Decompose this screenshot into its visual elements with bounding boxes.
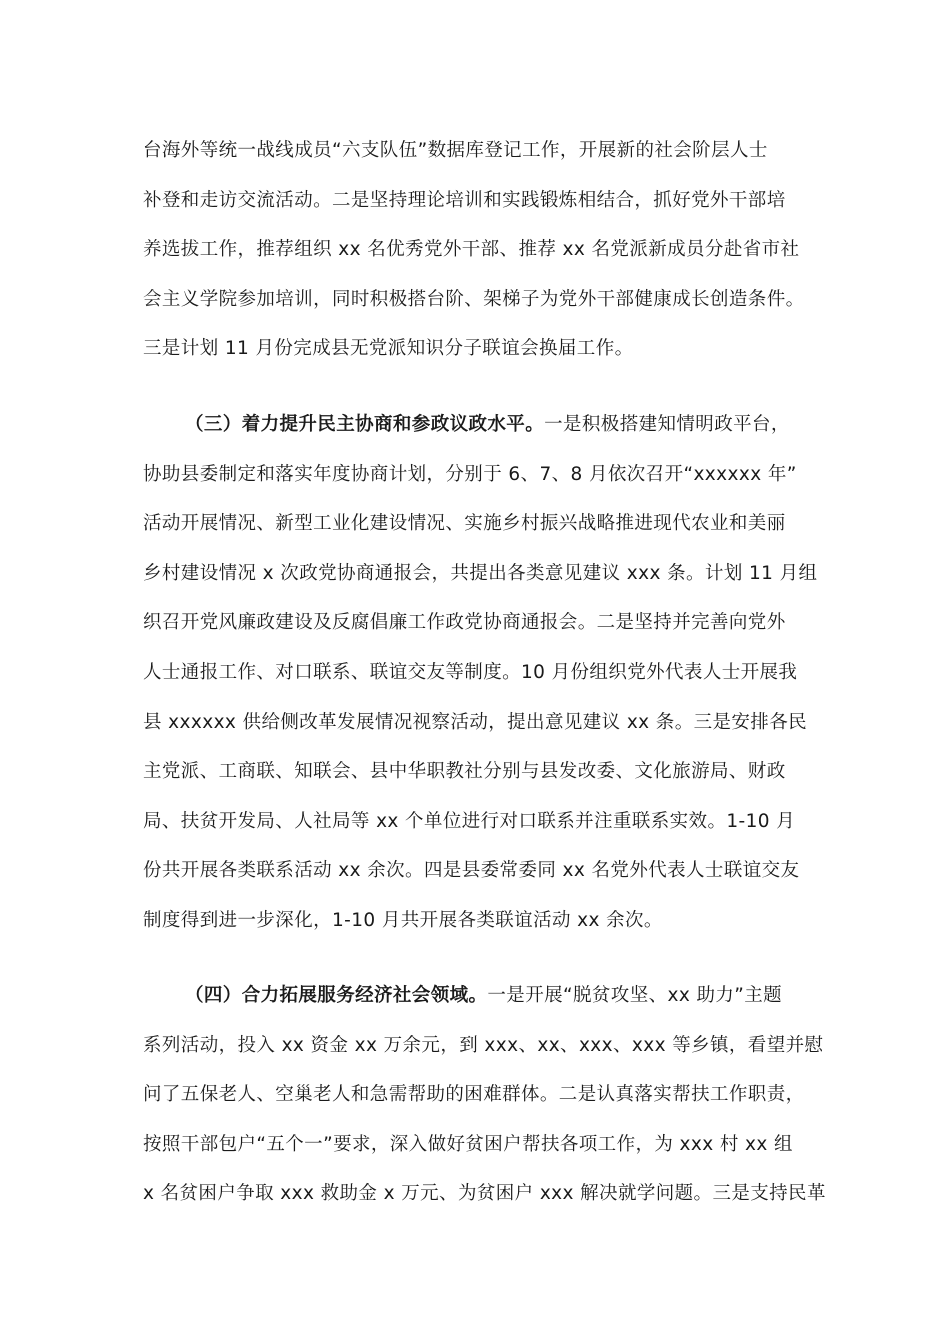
text-line: 补登和走访交流活动。二是坚持理论培训和实践锻炼相结合，抓好党外干部培 [143, 189, 786, 211]
section-heading: （三）着力提升民主协商和参政议政水平。 [185, 414, 545, 435]
section-heading: （四）合力拓展服务经济社会领域。 [185, 985, 488, 1006]
text-line: 织召开党风廉政建设及反腐倡廉工作政党协商通报会。二是坚持并完善向党外 [143, 612, 786, 634]
text-line: 乡村建设情况 x 次政党协商通报会，共提出各类意见建议 xxx 条。计划 11 月组 [143, 562, 818, 584]
paragraph-section-3 [143, 400, 818, 946]
text-line: 会主义学院参加培训，同时积极搭台阶、架梯子为党外干部健康成长创造条件。 [143, 288, 805, 310]
text-line-first [143, 400, 807, 450]
text-line: 养选拔工作，推荐组织 xx 名优秀党外干部、推荐 xx 名党派新成员分赴省市社 [143, 239, 800, 261]
text-line: 县 xxxxxx 供给侧改革发展情况视察活动，提出意见建议 xx 条。三是安排各民 [143, 711, 808, 733]
text-line: 台海外等统一战线成员“六支队伍”数据库登记工作，开展新的社会阶层人士 [143, 140, 768, 161]
text-line-first [143, 971, 807, 1021]
text-line: 制度得到进一步深化，1-10 月共开展各类联谊活动 xx 余次。 [143, 909, 663, 931]
text-line: 活动开展情况、新型工业化建设情况、实施乡村振兴战略推进现代农业和美丽 [143, 513, 786, 535]
text-line: 按照干部包户“五个一”要求，深入做好贫困户帮扶各项工作，为 xxx 村 xx 组 [143, 1133, 793, 1155]
text-line: 系列活动，投入 xx 资金 xx 万余元，到 xxx、xx、xxx、xxx 等乡镇，看望并慰 [143, 1034, 824, 1056]
heading-line-rest: 一是开展“脱贫攻坚、xx 助力”主题 [487, 985, 783, 1006]
text-line: 协助县委制定和落实年度协商计划，分别于 6、7、8 月依次召开“xxxxxx 年” [143, 463, 797, 485]
paragraph-continuation [143, 126, 807, 374]
heading-line-rest: 一是积极搭建知情明政平台， [544, 414, 790, 435]
paragraph-section-4 [143, 971, 826, 1219]
text-line: 主党派、工商联、知联会、县中华职教社分别与县发改委、文化旅游局、财政 [143, 761, 786, 783]
text-line: 人士通报工作、对口联系、联谊交友等制度。10 月份组织党外代表人士开展我 [143, 661, 798, 683]
text-line: x 名贫困户争取 xxx 救助金 x 万元、为贫困户 xxx 解决就学问题。三是支持民革 [143, 1183, 826, 1205]
text-line: 三是计划 11 月份完成县无党派知识分子联谊会换届工作。 [143, 338, 634, 360]
text-line: 局、扶贫开发局、人社局等 xx 个单位进行对口联系并注重联系实效。1-10 月 [143, 810, 796, 832]
text-line: 问了五保老人、空巢老人和急需帮助的困难群体。二是认真落实帮扶工作职责， [143, 1084, 805, 1106]
text-line: 份共开展各类联系活动 xx 余次。四是县委常委同 xx 名党外代表人士联谊交友 [143, 860, 800, 882]
